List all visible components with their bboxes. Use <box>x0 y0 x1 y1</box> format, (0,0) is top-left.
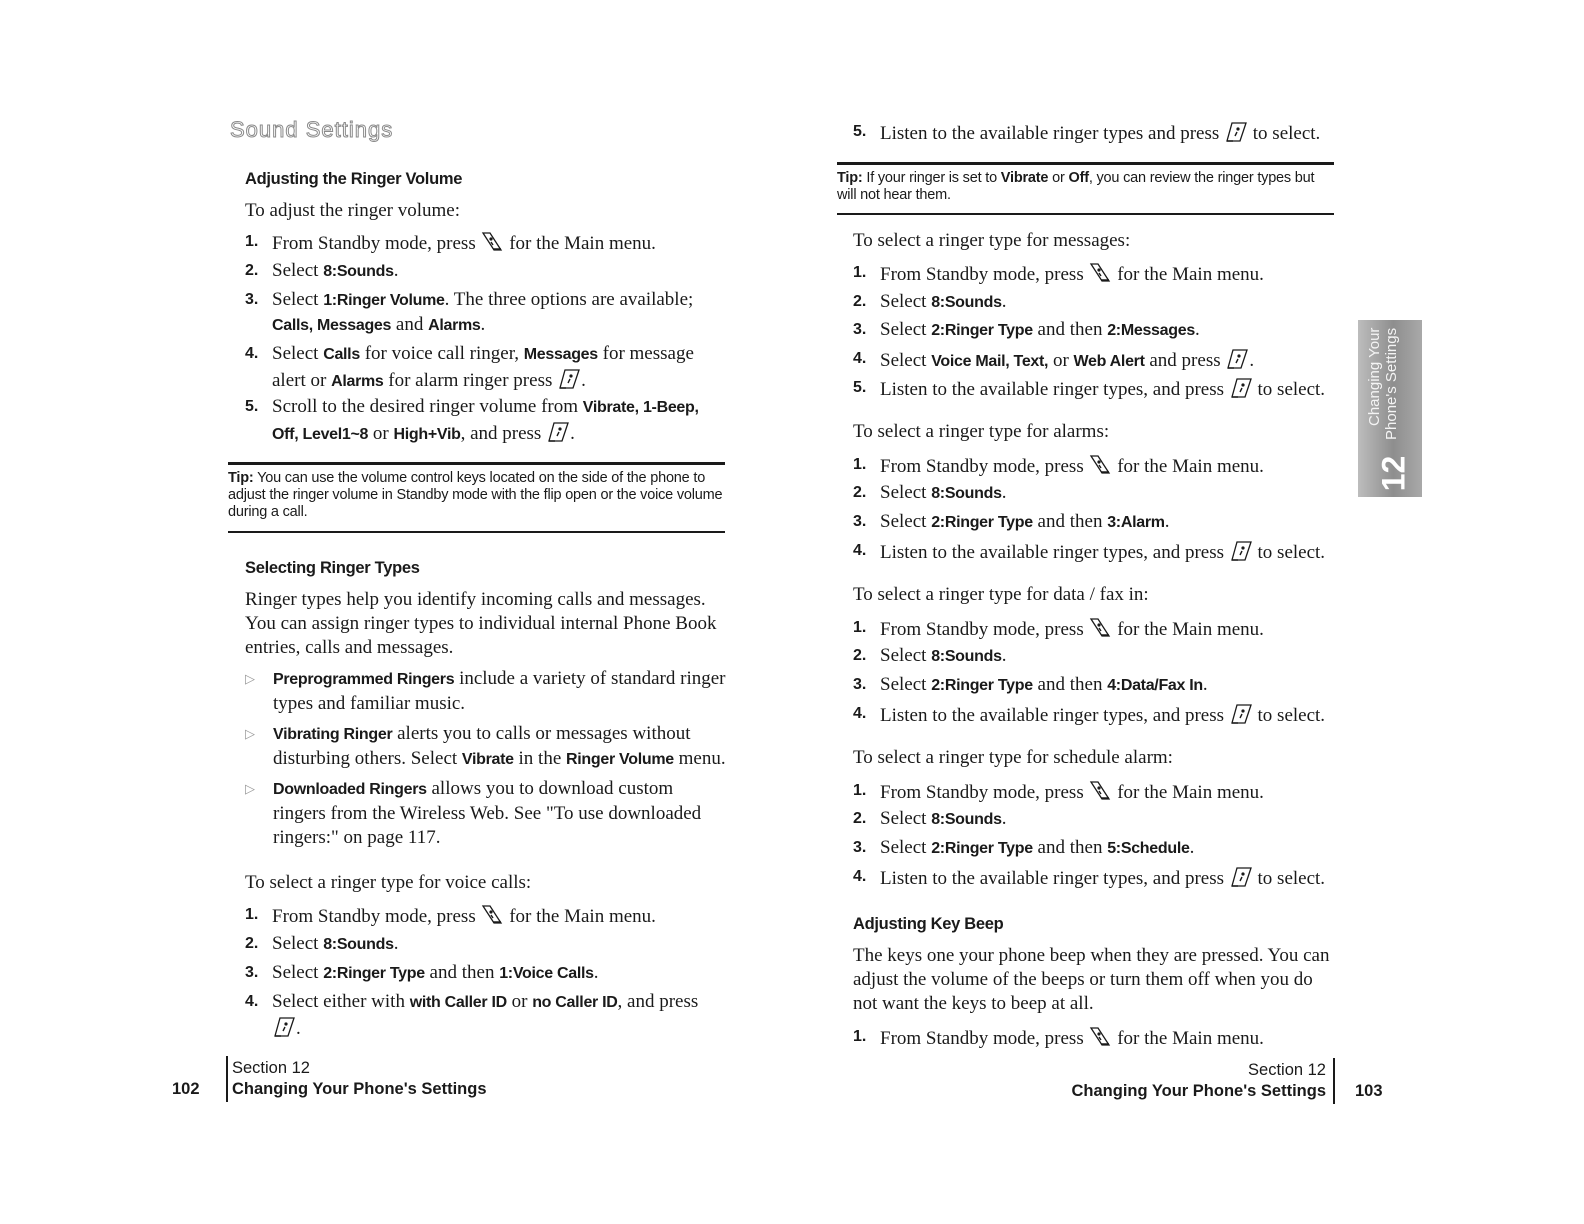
list-item: 4. Select Calls for voice call ringer, Messages for message alert or Alarms for alarm ringer press . <box>245 343 694 391</box>
list-item: ▷ Vibrating Ringer alerts you to calls or messages without disturbing others. Select Vibrate in the Ringer Volume menu. <box>245 722 728 772</box>
list-item: 3. Select 2:Ringer Type and then 5:Schedule. <box>853 837 1195 858</box>
tip-rule-top <box>228 462 725 465</box>
list-item: 1. From Standby mode, press for the Main menu. <box>853 779 1335 805</box>
list-item: ▷ Preprogrammed Ringers include a variety of standard ringer types and familiar music. <box>245 668 726 714</box>
key-beep-text: The keys one your phone beep when they are pressed. You can adjust the volume of the beeps or turn them off when you do not want the keys to beep at all. <box>853 945 1330 1014</box>
section-label: Sound Settings <box>230 117 394 142</box>
footer-rule <box>226 1056 228 1102</box>
list-item: 1. From Standby mode, press for the Main menu. <box>853 261 1335 287</box>
list-item: 4. Listen to the available ringer types, and press to select. <box>853 539 1350 565</box>
list-item: 1. From Standby mode, press for the Main menu. <box>245 230 727 256</box>
list-item: ▷ Downloaded Ringers allows you to download custom ringers from the Wireless Web. See "To use downloaded ringers:" on page 117. <box>245 778 702 848</box>
list-item: 2. Select 8:Sounds. <box>853 482 1007 503</box>
footer-rule <box>1333 1058 1335 1104</box>
menu-key-icon <box>1088 1025 1112 1049</box>
menu-key-icon <box>1088 779 1112 803</box>
menu-key-icon <box>480 230 504 254</box>
tip-rule-bottom <box>228 531 725 533</box>
list-item: 4. Select either with with Caller ID or no Caller ID, and press . <box>245 991 699 1039</box>
heading-adjusting-ringer-volume: Adjusting the Ringer Volume <box>245 170 463 188</box>
list-item: 2. Select 8:Sounds. <box>245 933 399 954</box>
ok-key-icon <box>272 1015 296 1039</box>
list-item: 1. From Standby mode, press for the Main menu. <box>853 1025 1335 1051</box>
ok-key-icon <box>1224 120 1248 144</box>
list-item: 3. Select 2:Ringer Type and then 1:Voice Calls. <box>245 962 599 983</box>
footer-section: Section 12 <box>232 1059 310 1077</box>
heading-selecting-ringer-types: Selecting Ringer Types <box>245 559 420 577</box>
list-item: 5. Scroll to the desired ringer volume from Vibrate, 1-Beep, Off, Level1~8 or High+Vib, and press . <box>245 396 699 444</box>
ok-key-icon <box>546 420 570 444</box>
list-item: 3. Select 2:Ringer Type and then 4:Data/Fax In. <box>853 674 1208 695</box>
list-item: 4. Select Voice Mail, Text, or Web Alert and press . <box>853 347 1335 374</box>
types-intro: Ringer types help you identify incoming calls and messages. You can assign ringer types to individual internal Phone Book entries, calls and messages. <box>245 589 717 658</box>
list-item: 3. Select 2:Ringer Type and then 2:Messages. <box>853 319 1200 340</box>
list-item: 5. Listen to the available ringer types, and press to select. <box>853 376 1350 402</box>
list-item: 1. From Standby mode, press for the Main menu. <box>245 903 727 929</box>
list-item: 2. Select 8:Sounds. <box>853 808 1007 829</box>
ok-key-icon <box>1229 376 1253 400</box>
intro-ringer-volume: To adjust the ringer volume: <box>245 200 461 221</box>
ok-key-icon <box>1225 347 1249 371</box>
page-number: 103 <box>1355 1082 1383 1100</box>
list-item: 5. Listen to the available ringer types and press to select. <box>853 120 1350 146</box>
chapter-tab-number: 12 <box>1375 455 1412 492</box>
tip-rule-top <box>837 162 1334 165</box>
list-item: 4. Listen to the available ringer types, and press to select. <box>853 865 1350 891</box>
chapter-tab-label: Changing Your Phone's Settings <box>1366 328 1400 441</box>
list-item: 1. From Standby mode, press for the Main menu. <box>853 616 1335 642</box>
tip-rule-bottom <box>837 213 1334 215</box>
voice-intro: To select a ringer type for voice calls: <box>245 872 532 893</box>
ok-key-icon <box>1229 702 1253 726</box>
footer-section: Section 12 <box>1248 1061 1326 1079</box>
messages-intro: To select a ringer type for messages: <box>853 230 1131 251</box>
arrow-bullet-icon: ▷ <box>245 671 255 686</box>
chapter-tab[interactable] <box>1358 320 1422 497</box>
arrow-bullet-icon: ▷ <box>245 726 255 741</box>
ok-key-icon <box>1229 865 1253 889</box>
menu-key-icon <box>480 903 504 927</box>
menu-key-icon <box>1088 261 1112 285</box>
schedule-intro: To select a ringer type for schedule alarm: <box>853 747 1173 768</box>
ok-key-icon <box>1229 539 1253 563</box>
tip-box: Tip: You can use the volume control keys located on the side of the phone to adjust the ringer volume in Standby mode with the flip open or the voice volume during a call. <box>228 470 723 520</box>
footer-title: Changing Your Phone's Settings <box>1071 1082 1326 1100</box>
list-item: 3. Select 1:Ringer Volume. The three options are available; Calls, Messages and Alarms. <box>245 289 694 335</box>
list-item: 2. Select 8:Sounds. <box>853 291 1007 312</box>
list-item: 1. From Standby mode, press for the Main menu. <box>853 453 1335 479</box>
fax-intro: To select a ringer type for data / fax in: <box>853 584 1149 605</box>
alarms-intro: To select a ringer type for alarms: <box>853 421 1110 442</box>
menu-key-icon <box>1088 453 1112 477</box>
tip-box: Tip: If your ringer is set to Vibrate or Off, you can review the ringer types but will not hear them. <box>837 170 1315 203</box>
menu-key-icon <box>1088 616 1112 640</box>
heading-adjusting-key-beep: Adjusting Key Beep <box>853 915 1004 933</box>
arrow-bullet-icon: ▷ <box>245 781 255 796</box>
list-item: 2. Select 8:Sounds. <box>853 645 1007 666</box>
ok-key-icon <box>557 367 581 391</box>
list-item: 2. Select 8:Sounds. <box>245 260 399 281</box>
footer-title: Changing Your Phone's Settings <box>232 1080 487 1098</box>
page-number: 102 <box>172 1080 200 1098</box>
list-item: 4. Listen to the available ringer types, and press to select. <box>853 702 1350 728</box>
list-item: 3. Select 2:Ringer Type and then 3:Alarm. <box>853 511 1170 532</box>
